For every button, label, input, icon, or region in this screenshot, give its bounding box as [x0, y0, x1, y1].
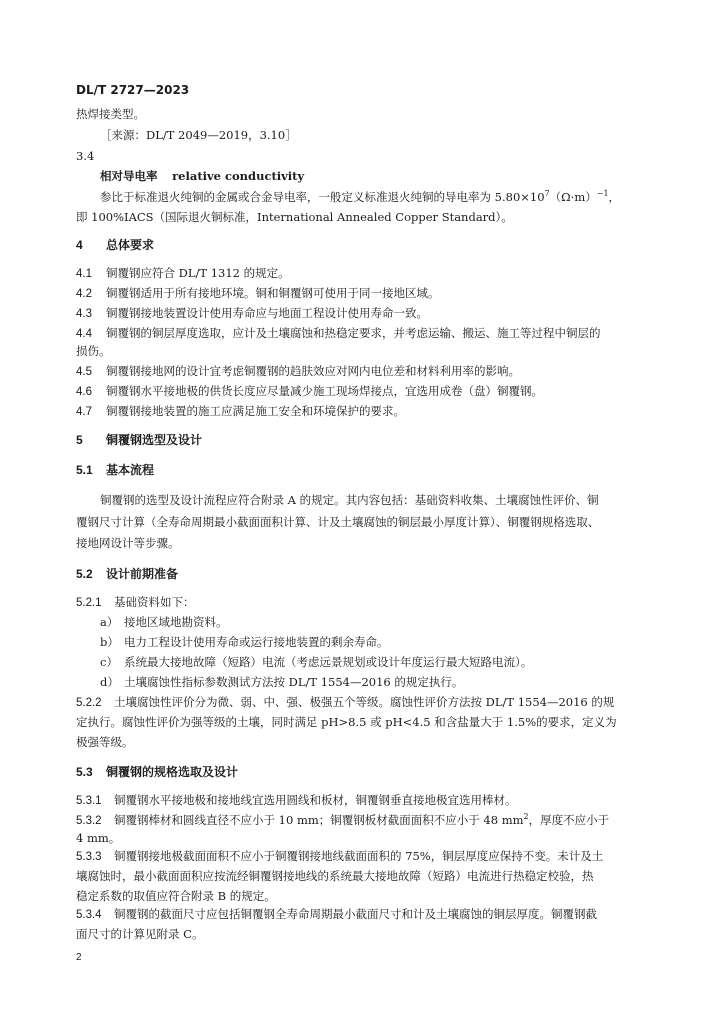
section-4-heading — [76, 237, 656, 253]
sec3-4-number: 3.4 — [76, 149, 95, 163]
clause-5-2-2-line2: 定执行。腐蚀性评价为强等级的土壤，同时满足 pH>8.5 或 pH<4.5 和含盐量大于 1.5%的要求，定义为 — [76, 715, 617, 729]
clause-text: 铜覆钢棒材和圆线直径不应小于 10 mm；铜覆钢板材截面面积不应小于 48 mm — [114, 813, 524, 827]
section-5-2-heading — [76, 566, 656, 582]
clause-number: 5.3.4 — [76, 909, 102, 921]
section-5-3-heading — [76, 764, 656, 780]
sec3-4-definition — [100, 189, 660, 205]
clause-text: 铜覆钢水平接地极的供货长度应尽量减少施工现场焊接点，宜选用成卷（盘）铜覆钢。 — [106, 384, 543, 398]
clause-text: 铜覆钢适用于所有接地环境。铜和铜覆钢可使用于同一接地区域。 — [106, 286, 440, 300]
clause-text: 铜覆钢应符合 DL/T 1312 的规定。 — [106, 266, 290, 280]
list-item-a — [100, 614, 680, 630]
definition-text-c: ， — [608, 190, 621, 204]
section-title: 基本流程 — [106, 463, 155, 477]
clause-4-5 — [76, 363, 656, 380]
clause-number: 5.2.2 — [76, 697, 102, 709]
section-title: 铜覆钢的规格选取及设计 — [106, 765, 239, 779]
term-en: relative conductivity — [172, 169, 305, 183]
clause-text: 土壤腐蚀性评价分为微、弱、中、强、极强五个等级。腐蚀性评价方法按 DL/T 1554—2016 的规 — [114, 695, 615, 709]
clause-text: 铜覆钢的截面尺寸应包括铜覆钢全寿命周期最小截面尺寸和计及土壤腐蚀的铜层厚度。铜覆钢截 — [114, 907, 597, 921]
sec3-3-source: ［来源：DL/T 2049—2019，3.10］ — [100, 128, 297, 142]
clause-5-3-1 — [76, 792, 656, 809]
section-number: 5 — [76, 433, 83, 447]
clause-5-3-3 — [76, 848, 656, 865]
definition-text-b: （Ω·m） — [549, 190, 597, 204]
clause-5-3-4-line2: 面尺寸的计算见附录 C。 — [76, 927, 204, 941]
sec3-4-definition-line2: 即 100%IACS（国际退火铜标准，International Annealed Copper Standard）。 — [76, 210, 513, 224]
definition-exponent: 7 — [544, 189, 550, 199]
section-5-1-heading — [76, 462, 656, 478]
section-5-heading — [76, 432, 656, 448]
sec3-3-continuation: 热焊接类型。 — [76, 107, 145, 121]
clause-4-4 — [76, 325, 656, 342]
clause-5-2-2 — [76, 694, 656, 711]
list-marker: d） — [100, 675, 119, 689]
clause-5-3-3-line3: 稳定系数的取值应符合附录 B 的规定。 — [76, 889, 276, 903]
clause-number: 4.3 — [76, 308, 92, 320]
list-text: 土壤腐蚀性指标参数测试方法按 DL/T 1554—2016 的规定执行。 — [124, 675, 464, 689]
list-marker: b） — [100, 635, 119, 649]
clause-text: 铜覆钢接地装置的施工应满足施工安全和环境保护的要求。 — [106, 404, 405, 418]
list-marker: c） — [100, 655, 118, 669]
clause-number: 4.2 — [76, 288, 92, 300]
clause-5-2-2-line3: 极强等级。 — [76, 735, 134, 749]
list-item-c — [100, 654, 680, 670]
list-marker: a） — [100, 615, 119, 629]
list-text: 接地区域地勘资料。 — [124, 615, 228, 629]
clause-number: 4.4 — [76, 328, 92, 340]
clause-text-b: ，厚度不应小于 — [528, 813, 610, 827]
clause-5-3-2-line2: 4 mm。 — [76, 831, 121, 845]
sec3-4-term — [100, 168, 680, 184]
page-number: 2 — [76, 952, 82, 963]
clause-exponent: 2 — [523, 812, 529, 822]
list-text: 系统最大接地故障（短路）电流（考虑远景规划或设计年度运行最大短路电流）。 — [124, 655, 533, 669]
clause-5-3-4 — [76, 906, 656, 923]
definition-text-a: 参比于标准退火纯铜的金属或合金导电率，一般定义标准退火纯铜的导电率为 5.80×10 — [100, 190, 545, 204]
clause-number: 5.2.1 — [76, 597, 102, 609]
clause-number: 4.6 — [76, 386, 92, 398]
section-title: 铜覆钢选型及设计 — [106, 433, 203, 447]
definition-exponent-2: −1 — [596, 189, 609, 199]
list-item-b — [100, 634, 680, 650]
sec5-1-para-line2: 覆钢尺寸计算（全寿命周期最小截面面积计算、计及土壤腐蚀的铜层最小厚度计算）、铜覆钢规格选取、 — [76, 515, 600, 529]
clause-4-1 — [76, 265, 656, 282]
list-item-d — [100, 674, 680, 690]
clause-4-4-cont: 损伤。 — [76, 344, 111, 358]
clause-text: 铜覆钢接地网的设计宜考虑铜覆钢的趋肤效应对网内电位差和材料利用率的影响。 — [106, 364, 520, 378]
clause-5-3-2 — [76, 812, 656, 829]
section-number: 4 — [76, 238, 83, 252]
clause-text: 基础资料如下： — [114, 595, 195, 609]
section-title: 总体要求 — [106, 238, 155, 252]
clause-4-6 — [76, 383, 656, 400]
document-id-header: DL/T 2727—2023 — [76, 83, 190, 97]
clause-5-2-1 — [76, 594, 656, 611]
section-title: 设计前期准备 — [106, 567, 179, 581]
section-number: 5.3 — [76, 765, 93, 779]
clause-text: 铜覆钢接地极截面面积不应小于铜覆钢接地线截面面积的 75%，铜层厚度应保持不变。未计及土 — [114, 849, 604, 863]
section-number: 5.1 — [76, 463, 93, 477]
clause-5-3-3-line2: 壤腐蚀时，最小截面面积应按流经铜覆钢接地线的系统最大接地故障（短路）电流进行热稳定校验，热 — [76, 869, 594, 883]
clause-number: 5.3.3 — [76, 851, 102, 863]
clause-4-2 — [76, 285, 656, 302]
clause-number: 4.5 — [76, 366, 92, 378]
clause-text: 铜覆钢接地装置设计使用寿命应与地面工程设计使用寿命一致。 — [106, 306, 428, 320]
sec5-1-para-line3: 接地网设计等步骤。 — [76, 536, 180, 550]
clause-text: 铜覆钢的铜层厚度选取，应计及土壤腐蚀和热稳定要求，并考虑运输、搬运、施工等过程中铜层的 — [106, 326, 601, 340]
sec5-1-para-line1: 铜覆钢的选型及设计流程应符合附录 A 的规定。其内容包括：基础资料收集、土壤腐蚀性评价、铜 — [100, 493, 599, 507]
clause-number: 4.1 — [76, 268, 92, 280]
clause-number: 4.7 — [76, 406, 92, 418]
clause-4-7 — [76, 403, 656, 420]
clause-text: 铜覆钢水平接地极和接地线宜选用圆线和板材，铜覆钢垂直接地极宜选用棒材。 — [114, 793, 517, 807]
section-number: 5.2 — [76, 567, 93, 581]
clause-number: 5.3.1 — [76, 795, 102, 807]
clause-4-3 — [76, 305, 656, 322]
clause-number: 5.3.2 — [76, 815, 102, 827]
list-text: 电力工程设计使用寿命或运行接地装置的剩余寿命。 — [124, 635, 389, 649]
term-zh: 相对导电率 — [100, 169, 158, 183]
